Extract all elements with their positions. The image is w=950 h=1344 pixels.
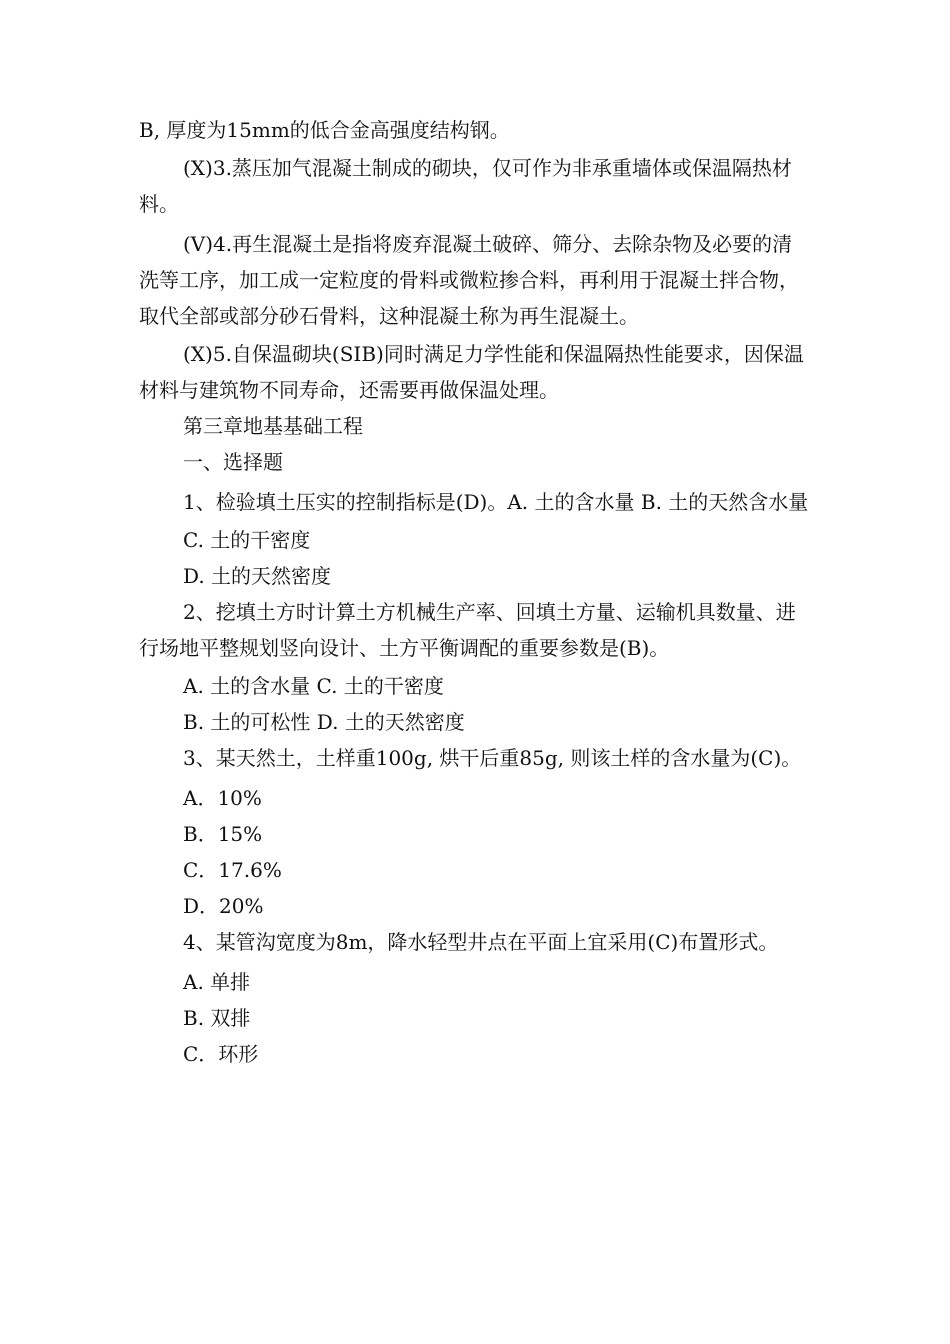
question-4-option-b: B. 双排 — [183, 1006, 251, 1030]
question-2-options-b-d: B. 土的可松性 D. 土的天然密度 — [183, 710, 465, 734]
question-2-options-a-c: A. 土的含水量 C. 土的干密度 — [183, 674, 444, 698]
section-heading: 一、选择题 — [183, 450, 283, 474]
document-body — [139, 112, 811, 1072]
paragraph-judgement-3: (X)3.蒸压加气混凝土制成的砌块，仅可作为非承重墙体或保温隔热材料。 — [139, 156, 792, 216]
question-1-option-d: D. 土的天然密度 — [183, 564, 332, 588]
question-3-option-c: C．17.6% — [183, 858, 282, 882]
question-3: 3、某天然土，土样重100g, 烘干后重85g, 则该土样的含水量为(C)。 — [183, 746, 802, 770]
question-1-option-c: C. 土的干密度 — [183, 528, 311, 552]
question-3-option-a: A．10% — [183, 786, 262, 810]
question-4-option-a: A. 单排 — [183, 970, 251, 994]
paragraph-steel-option-b: B, 厚度为15mm的低合金高强度结构钢。 — [139, 118, 510, 142]
chapter-heading: 第三章地基基础工程 — [183, 414, 363, 438]
question-2: 2、挖填土方时计算土方机械生产率、回填土方量、运输机具数量、进行场地平整规划竖向设计、土方平衡调配的重要参数是(B)。 — [139, 600, 796, 660]
question-1: 1、检验填土压实的控制指标是(D)。A. 土的含水量 B. 土的天然含水量 — [183, 490, 809, 514]
paragraph-judgement-5: (X)5.自保温砌块(SIB)同时满足力学性能和保温隔热性能要求，因保温材料与建筑物不同寿命，还需要再做保温处理。 — [139, 342, 804, 402]
paragraph-judgement-4: (V)4.再生混凝土是指将废弃混凝土破碎、筛分、去除杂物及必要的清洗等工序，加工成一定粒度的骨料或微粒掺合料，再利用于混凝土拌合物，取代全部或部分砂石骨料，这种混凝土称为再生混凝土。 — [139, 232, 799, 328]
question-4: 4、某管沟宽度为8m，降水轻型井点在平面上宜采用(C)布置形式。 — [183, 930, 779, 954]
question-3-option-b: B．15% — [183, 822, 263, 846]
question-4-option-c: C．环形 — [183, 1042, 259, 1066]
question-3-option-d: D．20% — [183, 894, 264, 918]
